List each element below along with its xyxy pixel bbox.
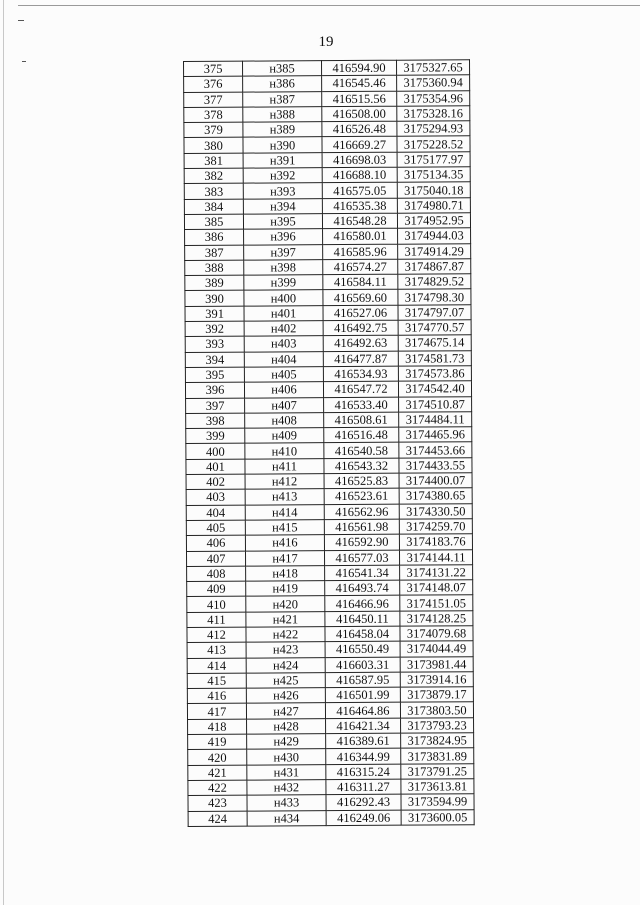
y-coordinate-cell: 3174380.65 — [399, 488, 472, 504]
y-coordinate-cell: 3175327.65 — [396, 60, 469, 76]
y-coordinate-cell: 3175228.52 — [397, 136, 470, 152]
row-number-cell: 397 — [186, 398, 245, 414]
y-coordinate-cell: 3175360.94 — [397, 75, 470, 91]
row-number-cell: 409 — [187, 581, 246, 597]
table-row — [186, 519, 472, 536]
x-coordinate-cell: 416492.75 — [323, 320, 398, 336]
y-coordinate-cell: 3173831.89 — [401, 748, 474, 764]
table-row — [187, 565, 473, 582]
x-coordinate-cell: 416603.31 — [325, 657, 400, 673]
x-coordinate-cell: 416577.03 — [324, 550, 399, 566]
table-row — [186, 457, 472, 474]
point-id-cell: н388 — [243, 107, 322, 123]
x-coordinate-cell: 416464.86 — [325, 703, 400, 719]
y-coordinate-cell: 3174259.70 — [399, 519, 472, 535]
table-row — [184, 167, 470, 184]
table-row — [184, 152, 470, 169]
x-coordinate-cell: 416547.72 — [323, 381, 398, 397]
row-number-cell: 414 — [187, 658, 246, 674]
point-id-cell: н420 — [246, 596, 325, 612]
row-number-cell: 408 — [187, 566, 246, 582]
point-id-cell: н392 — [243, 168, 322, 184]
y-coordinate-cell: 3173791.25 — [401, 763, 474, 779]
point-id-cell: н421 — [246, 611, 325, 627]
x-coordinate-cell: 416541.34 — [325, 565, 400, 581]
point-id-cell: н433 — [247, 795, 326, 811]
point-id-cell: н431 — [247, 764, 326, 780]
row-number-cell: 377 — [184, 92, 243, 108]
x-coordinate-cell: 416584.11 — [323, 274, 398, 290]
y-coordinate-cell: 3173600.05 — [401, 809, 474, 825]
point-id-cell: н398 — [244, 260, 323, 276]
x-coordinate-cell: 416575.05 — [322, 183, 397, 199]
x-coordinate-cell: 416525.83 — [324, 473, 399, 489]
x-coordinate-cell: 416527.06 — [323, 305, 398, 321]
point-id-cell: н399 — [244, 275, 323, 291]
y-coordinate-cell: 3175177.97 — [397, 152, 470, 168]
table-row — [186, 442, 472, 459]
point-id-cell: н434 — [247, 810, 326, 826]
x-coordinate-cell: 416523.61 — [324, 489, 399, 505]
row-number-cell: 400 — [186, 444, 245, 460]
y-coordinate-cell: 3174484.11 — [399, 412, 472, 428]
table-row — [186, 534, 472, 551]
row-number-cell: 422 — [188, 780, 247, 796]
row-number-cell: 388 — [185, 260, 244, 276]
x-coordinate-cell: 416315.24 — [326, 764, 401, 780]
y-coordinate-cell: 3174183.76 — [399, 534, 472, 550]
row-number-cell: 376 — [184, 76, 243, 92]
y-coordinate-cell: 3174867.87 — [398, 259, 471, 275]
row-number-cell: 401 — [186, 459, 245, 475]
row-number-cell: 421 — [188, 765, 247, 781]
row-number-cell: 399 — [186, 428, 245, 444]
table-row — [185, 259, 471, 276]
table-row — [187, 702, 473, 719]
x-coordinate-cell: 416344.99 — [326, 749, 401, 765]
x-coordinate-cell: 416535.38 — [322, 198, 397, 214]
row-number-cell: 416 — [187, 688, 246, 704]
table-row — [186, 473, 472, 490]
y-coordinate-cell: 3173914.16 — [400, 672, 473, 688]
y-coordinate-cell: 3174128.25 — [400, 610, 473, 626]
table-row — [184, 60, 470, 77]
page-number: 19 — [318, 34, 334, 50]
table-row — [187, 595, 473, 612]
point-id-cell: н397 — [244, 244, 323, 260]
point-id-cell: н405 — [244, 367, 323, 383]
row-number-cell: 412 — [187, 627, 246, 643]
point-id-cell: н401 — [244, 305, 323, 321]
coordinates-table — [183, 59, 475, 827]
row-number-cell: 382 — [184, 168, 243, 184]
row-number-cell: 394 — [185, 352, 244, 368]
y-coordinate-cell: 3174952.95 — [397, 213, 470, 229]
point-id-cell: н400 — [244, 290, 323, 306]
point-id-cell: н407 — [245, 397, 324, 413]
x-coordinate-cell: 416450.11 — [325, 611, 400, 627]
row-number-cell: 420 — [188, 749, 247, 765]
point-id-cell: н385 — [243, 61, 322, 77]
x-coordinate-cell: 416515.56 — [322, 91, 397, 107]
x-coordinate-cell: 416592.90 — [324, 534, 399, 550]
table-row — [186, 488, 472, 505]
x-coordinate-cell: 416580.01 — [323, 228, 398, 244]
y-coordinate-cell: 3174798.30 — [398, 289, 471, 305]
y-coordinate-cell: 3174573.86 — [398, 366, 471, 382]
y-coordinate-cell: 3174131.22 — [400, 565, 473, 581]
y-coordinate-cell: 3174044.49 — [400, 641, 473, 657]
point-id-cell: н386 — [243, 76, 322, 92]
table-row — [188, 733, 474, 750]
y-coordinate-cell: 3174829.52 — [398, 274, 471, 290]
row-number-cell: 393 — [185, 336, 244, 352]
y-coordinate-cell: 3174770.57 — [398, 320, 471, 336]
y-coordinate-cell: 3174148.07 — [400, 580, 473, 596]
table-row — [188, 718, 474, 735]
point-id-cell: н411 — [245, 458, 324, 474]
point-id-cell: н423 — [246, 642, 325, 658]
row-number-cell: 415 — [187, 673, 246, 689]
row-number-cell: 410 — [187, 597, 246, 613]
x-coordinate-cell: 416545.46 — [322, 75, 397, 91]
x-coordinate-cell: 416492.63 — [323, 336, 398, 352]
row-number-cell: 387 — [185, 245, 244, 261]
y-coordinate-cell: 3173613.81 — [401, 779, 474, 795]
point-id-cell: н389 — [243, 122, 322, 138]
x-coordinate-cell: 416550.49 — [325, 641, 400, 657]
point-id-cell: н404 — [244, 351, 323, 367]
row-number-cell: 386 — [185, 229, 244, 245]
table-row — [188, 763, 474, 780]
table-row — [186, 396, 472, 413]
table-row — [188, 794, 474, 811]
table-row — [185, 320, 471, 337]
table-row — [187, 580, 473, 597]
y-coordinate-cell: 3174510.87 — [399, 396, 472, 412]
y-coordinate-cell: 3174797.07 — [398, 304, 471, 320]
x-coordinate-cell: 416543.32 — [324, 458, 399, 474]
row-number-cell: 385 — [184, 214, 243, 230]
table-row — [185, 304, 471, 321]
x-coordinate-cell: 416585.96 — [323, 244, 398, 260]
x-coordinate-cell: 416311.27 — [326, 779, 401, 795]
row-number-cell: 407 — [186, 551, 245, 567]
x-coordinate-cell: 416594.90 — [322, 60, 397, 76]
x-coordinate-cell: 416587.95 — [325, 672, 400, 688]
row-number-cell: 378 — [184, 107, 243, 123]
x-coordinate-cell: 416421.34 — [326, 718, 401, 734]
y-coordinate-cell: 3173594.99 — [401, 794, 474, 810]
point-id-cell: н409 — [245, 428, 324, 444]
x-coordinate-cell: 416458.04 — [325, 626, 400, 642]
row-number-cell: 375 — [184, 61, 243, 77]
y-coordinate-cell: 3174980.71 — [397, 197, 470, 213]
y-coordinate-cell: 3174400.07 — [399, 473, 472, 489]
table-row — [185, 243, 471, 260]
point-id-cell: н402 — [244, 321, 323, 337]
y-coordinate-cell: 3174465.96 — [399, 427, 472, 443]
row-number-cell: 413 — [187, 642, 246, 658]
point-id-cell: н403 — [244, 336, 323, 352]
point-id-cell: н424 — [246, 657, 325, 673]
point-id-cell: н391 — [243, 152, 322, 168]
table-row — [186, 503, 472, 520]
row-number-cell: 402 — [186, 474, 245, 490]
y-coordinate-cell: 3173803.50 — [400, 702, 473, 718]
point-id-cell: н413 — [245, 489, 324, 505]
y-coordinate-cell: 3174144.11 — [399, 549, 472, 565]
x-coordinate-cell: 416292.43 — [326, 794, 401, 810]
y-coordinate-cell: 3175040.18 — [397, 182, 470, 198]
x-coordinate-cell: 416389.61 — [326, 733, 401, 749]
x-coordinate-cell: 416466.96 — [325, 596, 400, 612]
row-number-cell: 391 — [185, 306, 244, 322]
point-id-cell: н429 — [247, 734, 326, 750]
x-coordinate-cell: 416249.06 — [326, 810, 401, 826]
point-id-cell: н417 — [245, 550, 324, 566]
table-row — [185, 366, 471, 383]
point-id-cell: н412 — [245, 474, 324, 490]
row-number-cell: 418 — [188, 719, 247, 735]
table-row — [184, 121, 470, 138]
table-row — [187, 626, 473, 643]
row-number-cell: 417 — [187, 704, 246, 720]
point-id-cell: н432 — [247, 780, 326, 796]
y-coordinate-cell: 3174330.50 — [399, 503, 472, 519]
table-row — [187, 641, 473, 658]
row-number-cell: 381 — [184, 153, 243, 169]
row-number-cell: 384 — [184, 199, 243, 215]
row-number-cell: 406 — [186, 535, 245, 551]
y-coordinate-cell: 3174914.29 — [398, 243, 471, 259]
point-id-cell: н418 — [246, 565, 325, 581]
y-coordinate-cell: 3174944.03 — [398, 228, 471, 244]
point-id-cell: н393 — [243, 183, 322, 199]
left-border-line — [3, 0, 4, 905]
point-id-cell: н406 — [244, 382, 323, 398]
y-coordinate-cell: 3173879.17 — [400, 687, 473, 703]
table-row — [184, 90, 470, 107]
top-border-line — [18, 5, 640, 6]
row-number-cell: 403 — [186, 489, 245, 505]
table-row — [184, 197, 470, 214]
x-coordinate-cell: 416540.58 — [324, 443, 399, 459]
scan-speck — [18, 20, 24, 21]
y-coordinate-cell: 3174453.66 — [399, 442, 472, 458]
table-row — [188, 809, 474, 826]
row-number-cell: 380 — [184, 138, 243, 154]
x-coordinate-cell: 416569.60 — [323, 290, 398, 306]
table-row — [185, 289, 471, 306]
x-coordinate-cell: 416534.93 — [323, 366, 398, 382]
table-row — [187, 687, 473, 704]
table-row — [186, 412, 472, 429]
table-row — [188, 779, 474, 796]
x-coordinate-cell: 416688.10 — [322, 167, 397, 183]
row-number-cell: 405 — [186, 520, 245, 536]
point-id-cell: н430 — [247, 749, 326, 765]
row-number-cell: 396 — [185, 382, 244, 398]
x-coordinate-cell: 416516.48 — [324, 427, 399, 443]
y-coordinate-cell: 3175134.35 — [397, 167, 470, 183]
table-row — [186, 549, 472, 566]
table-row — [185, 228, 471, 245]
y-coordinate-cell: 3173981.44 — [400, 656, 473, 672]
y-coordinate-cell: 3174433.55 — [399, 457, 472, 473]
point-id-cell: н426 — [246, 688, 325, 704]
y-coordinate-cell: 3173793.23 — [401, 718, 474, 734]
table-row — [185, 381, 471, 398]
x-coordinate-cell: 416698.03 — [322, 152, 397, 168]
point-id-cell: н395 — [243, 214, 322, 230]
point-id-cell: н416 — [245, 535, 324, 551]
table-row — [188, 748, 474, 765]
x-coordinate-cell: 416533.40 — [324, 397, 399, 413]
row-number-cell: 390 — [185, 291, 244, 307]
table-row — [184, 75, 470, 92]
row-number-cell: 404 — [186, 505, 245, 521]
y-coordinate-cell: 3175354.96 — [397, 90, 470, 106]
point-id-cell: н387 — [243, 91, 322, 107]
table-row — [184, 106, 470, 123]
table-row — [185, 335, 471, 352]
row-number-cell: 392 — [185, 321, 244, 337]
x-coordinate-cell: 416562.96 — [324, 504, 399, 520]
x-coordinate-cell: 416574.27 — [323, 259, 398, 275]
row-number-cell: 419 — [188, 734, 247, 750]
y-coordinate-cell: 3175328.16 — [397, 106, 470, 122]
row-number-cell: 389 — [185, 275, 244, 291]
y-coordinate-cell: 3174581.73 — [398, 350, 471, 366]
table-row — [187, 656, 473, 673]
point-id-cell: н427 — [246, 703, 325, 719]
y-coordinate-cell: 3174151.05 — [400, 595, 473, 611]
x-coordinate-cell: 416526.48 — [322, 121, 397, 137]
table-row — [187, 672, 473, 689]
coordinates-table-body — [184, 60, 475, 827]
point-id-cell: н425 — [246, 673, 325, 689]
point-id-cell: н422 — [246, 627, 325, 643]
y-coordinate-cell: 3174079.68 — [400, 626, 473, 642]
table-row — [185, 350, 471, 367]
scan-speck — [22, 61, 26, 62]
table-row — [185, 274, 471, 291]
x-coordinate-cell: 416669.27 — [322, 137, 397, 153]
point-id-cell: н419 — [246, 581, 325, 597]
point-id-cell: н390 — [243, 137, 322, 153]
row-number-cell: 383 — [184, 184, 243, 200]
point-id-cell: н428 — [247, 718, 326, 734]
row-number-cell: 395 — [185, 367, 244, 383]
y-coordinate-cell: 3174675.14 — [398, 335, 471, 351]
table-row — [186, 427, 472, 444]
table-row — [184, 136, 470, 153]
point-id-cell: н408 — [245, 412, 324, 428]
y-coordinate-cell: 3173824.95 — [401, 733, 474, 749]
point-id-cell: н414 — [245, 504, 324, 520]
y-coordinate-cell: 3174542.40 — [398, 381, 471, 397]
x-coordinate-cell: 416508.61 — [324, 412, 399, 428]
table-row — [184, 182, 470, 199]
row-number-cell: 424 — [188, 811, 247, 827]
table-row — [184, 213, 470, 230]
x-coordinate-cell: 416501.99 — [325, 687, 400, 703]
point-id-cell: н410 — [245, 443, 324, 459]
point-id-cell: н415 — [245, 520, 324, 536]
x-coordinate-cell: 416508.00 — [322, 106, 397, 122]
x-coordinate-cell: 416561.98 — [324, 519, 399, 535]
row-number-cell: 411 — [187, 612, 246, 628]
y-coordinate-cell: 3175294.93 — [397, 121, 470, 137]
point-id-cell: н394 — [243, 198, 322, 214]
point-id-cell: н396 — [244, 229, 323, 245]
row-number-cell: 379 — [184, 122, 243, 138]
x-coordinate-cell: 416477.87 — [323, 351, 398, 367]
row-number-cell: 423 — [188, 795, 247, 811]
table-row — [187, 610, 473, 627]
x-coordinate-cell: 416548.28 — [322, 213, 397, 229]
x-coordinate-cell: 416493.74 — [325, 580, 400, 596]
row-number-cell: 398 — [186, 413, 245, 429]
